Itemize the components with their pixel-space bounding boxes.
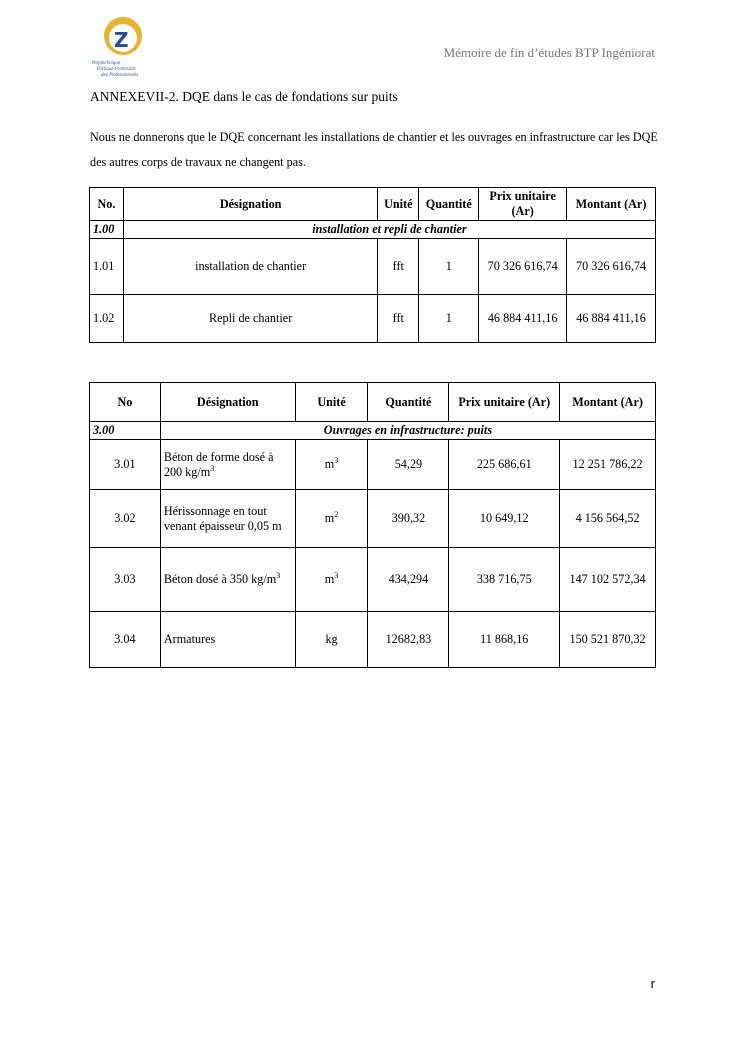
svg-text:Z: Z [114, 28, 129, 52]
cell-prix: 225 686,61 [449, 440, 560, 490]
section-title: installation et repli de chantier [123, 221, 655, 239]
school-logo [92, 14, 154, 82]
cell-no: 1.01 [90, 239, 124, 295]
col-header-quantite: Quantité [419, 188, 479, 221]
cell-quantite: 1 [419, 239, 479, 295]
section-number: 1.00 [90, 221, 124, 239]
cell-prix: 338 716,75 [449, 548, 560, 612]
cell-no: 3.01 [90, 440, 161, 490]
cell-unite: kg [295, 612, 368, 668]
cell-unite: fft [378, 239, 419, 295]
col-header-prix: Prix unitaire (Ar) [479, 188, 567, 221]
section-row [90, 221, 656, 239]
logo-text-line-3: des Professionnels [101, 72, 139, 77]
cell-quantite: 54,29 [368, 440, 449, 490]
col-header-no: No [90, 383, 161, 422]
cell-prix: 10 649,12 [449, 490, 560, 548]
cell-quantite: 1 [419, 295, 479, 343]
page-mark: r [650, 976, 655, 991]
header-title: Mémoire de fin d’études BTP Ingéniorat [443, 45, 655, 60]
logo-text-line-1: Polytechnique [92, 60, 121, 65]
dqe-table-infrastructure [89, 382, 656, 668]
col-header-montant: Montant (Ar) [560, 383, 656, 422]
cell-quantite: 390,32 [368, 490, 449, 548]
col-header-designation: Désignation [160, 383, 295, 422]
cell-montant: 12 251 786,22 [560, 440, 656, 490]
cell-unite: $m^2$ [295, 490, 368, 548]
table-row [90, 548, 656, 612]
col-header-prix: Prix unitaire (Ar) [449, 383, 560, 422]
intro-paragraph: Nous ne donnerons que le DQE concernant les installations de chantier et les ouvrages en infrastructure car les DQE des autres corps de travaux ne changent pas. [90, 130, 658, 169]
annex-title: ANNEXEVII-2. DQE dans le cas de fondations sur puits [90, 89, 398, 104]
cell-designation: Hérissonnage en tout venant épaisseur 0,05 m [160, 490, 295, 548]
col-header-no: No. [90, 188, 124, 221]
cell-designation: Repli de chantier [123, 295, 377, 343]
section-row [90, 422, 656, 440]
table-row [90, 440, 656, 490]
table-header-row [90, 188, 656, 221]
table-row [90, 239, 656, 295]
table-row [90, 612, 656, 668]
col-header-montant: Montant (Ar) [567, 188, 656, 221]
col-header-unite: Unité [378, 188, 419, 221]
cell-no: 3.03 [90, 548, 161, 612]
table-row [90, 295, 656, 343]
cell-montant: 70 326 616,74 [567, 239, 656, 295]
cell-montant: 46 884 411,16 [567, 295, 656, 343]
logo-text-line-2: Pratique Partenaire [97, 66, 136, 71]
cell-quantite: 434,294 [368, 548, 449, 612]
cell-designation: Béton dosé à 350 $kg/m^3$ [160, 548, 295, 612]
cell-unite: fft [378, 295, 419, 343]
cell-no: 1.02 [90, 295, 124, 343]
cell-montant: 147 102 572,34 [560, 548, 656, 612]
cell-designation: installation de chantier [123, 239, 377, 295]
cell-designation: Béton de forme dosé à 200 $kg/m^3$ [160, 440, 295, 490]
table-header-row [90, 383, 656, 422]
table-row [90, 490, 656, 548]
cell-prix: 11 868,16 [449, 612, 560, 668]
section-number: 3.00 [90, 422, 161, 440]
cell-designation: Armatures [160, 612, 295, 668]
col-header-designation: Désignation [123, 188, 377, 221]
col-header-quantite: Quantité [368, 383, 449, 422]
section-title: Ouvrages en infrastructure: puits [160, 422, 655, 440]
cell-prix: 46 884 411,16 [479, 295, 567, 343]
cell-no: 3.02 [90, 490, 161, 548]
cell-quantite: 12682,83 [368, 612, 449, 668]
dqe-table-installation [89, 187, 656, 343]
cell-prix: 70 326 616,74 [479, 239, 567, 295]
cell-unite: $m^3$ [295, 440, 368, 490]
cell-no: 3.04 [90, 612, 161, 668]
cell-montant: 4 156 564,52 [560, 490, 656, 548]
col-header-unite: Unité [295, 383, 368, 422]
cell-montant: 150 521 870,32 [560, 612, 656, 668]
cell-unite: $m^3$ [295, 548, 368, 612]
